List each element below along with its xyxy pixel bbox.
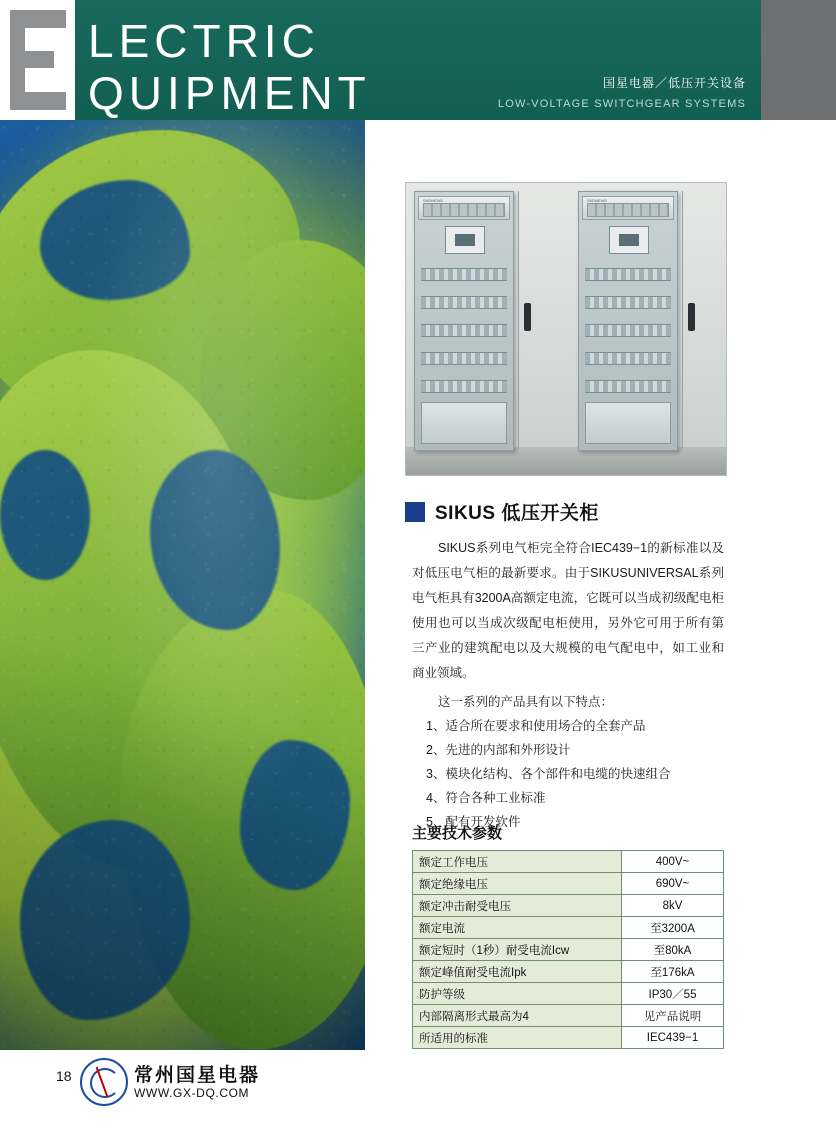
brand-website: WWW.GX-DQ.COM xyxy=(134,1086,250,1100)
param-value: IEC439−1 xyxy=(622,1027,724,1049)
param-value: 至3200A xyxy=(622,917,724,939)
params-title: 主要技术参数 xyxy=(412,825,503,842)
cabinet-device-row xyxy=(585,352,671,365)
cabinet-device-row xyxy=(421,380,507,393)
list-item: 1、适合所在要求和使用场合的全套产品 xyxy=(426,719,646,733)
cabinet-device-row xyxy=(421,324,507,337)
param-key: 额定电流 xyxy=(413,917,622,939)
cabinet-door-handle xyxy=(524,303,531,331)
switchgear-cabinet xyxy=(578,191,678,451)
header-right-strip xyxy=(761,0,836,120)
photo-divider xyxy=(682,191,683,449)
table-row xyxy=(413,895,724,917)
section-heading xyxy=(405,498,599,525)
list-item: 4、符合各种工业标准 xyxy=(426,791,546,805)
bullet-square-icon xyxy=(405,502,425,522)
table-row xyxy=(413,961,724,983)
table-row xyxy=(413,851,724,873)
param-key: 额定工作电压 xyxy=(413,851,622,873)
param-key: 所适用的标准 xyxy=(413,1027,622,1049)
header-subtitle-en: LOW-VOLTAGE SWITCHGEAR SYSTEMS xyxy=(497,98,746,110)
cabinet-lower-panel xyxy=(421,402,507,444)
table-row xyxy=(413,1027,724,1049)
cabinet-top-module xyxy=(582,196,674,220)
section-title: SIKUS 低压开关柜 xyxy=(435,503,599,524)
header-title-line2: QUIPMENT xyxy=(88,67,371,119)
list-item: 2、先进的内部和外形设计 xyxy=(426,743,571,757)
param-value: 至80kA xyxy=(622,939,724,961)
cabinet-breaker-strip xyxy=(587,203,669,217)
cabinet-brand-label: SIEMENS xyxy=(587,198,608,203)
param-value: 400V~ xyxy=(622,851,724,873)
page-number: 18 xyxy=(56,1068,72,1084)
photo-floor xyxy=(406,447,726,475)
cabinet-device-row xyxy=(421,268,507,281)
param-key: 额定短时（1秒）耐受电流Icw xyxy=(413,939,622,961)
cabinet-device-row xyxy=(421,296,507,309)
param-value: 8kV xyxy=(622,895,724,917)
table-row xyxy=(413,873,724,895)
page-header xyxy=(0,0,836,120)
cabinet-device-row xyxy=(585,296,671,309)
switchgear-cabinet xyxy=(414,191,514,451)
decorative-globe-photo xyxy=(0,120,365,1050)
param-value: 见产品说明 xyxy=(622,1005,724,1027)
list-item: 5、配有开发软件 xyxy=(426,815,521,829)
header-subtitle-cn: 国星电器／低压开关设备 xyxy=(602,76,746,90)
table-row xyxy=(413,1005,724,1027)
param-value: 690V~ xyxy=(622,873,724,895)
param-key: 额定冲击耐受电压 xyxy=(413,895,622,917)
param-key: 内部隔离形式最高为4 xyxy=(413,1005,622,1027)
cabinet-device-row xyxy=(585,324,671,337)
feature-list xyxy=(426,714,726,834)
cabinet-breaker-strip xyxy=(423,203,505,217)
body-paragraph: SIKUS系列电气柜完全符合IEC439−1的新标准以及对低压电气柜的最新要求。由于SIKUSUNIVERSAL系列电气柜具有3200A高额定电流，它既可以当成初级配电柜使用也可以当成次级配电柜使用，另外它可用于所有第三产业的建筑配电以及大规模的电气配电中，如工业和商业领域。 xyxy=(412,541,724,680)
cabinet-door-handle xyxy=(688,303,695,331)
main-content xyxy=(390,120,836,1050)
header-title-line1: LECTRIC xyxy=(88,15,320,67)
header-initial-block xyxy=(0,0,75,120)
param-key: 防护等级 xyxy=(413,983,622,1005)
section-body xyxy=(412,536,724,686)
cabinet-meter xyxy=(445,226,485,254)
cabinet-top-module xyxy=(418,196,510,220)
cabinet-device-row xyxy=(585,268,671,281)
table-row xyxy=(413,917,724,939)
specifications-table xyxy=(412,850,724,1049)
list-item: 3、模块化结构、各个部件和电缆的快速组合 xyxy=(426,767,671,781)
table-row xyxy=(413,939,724,961)
brand-name-cn: 常州国星电器 xyxy=(134,1065,261,1086)
param-value: IP30／55 xyxy=(622,983,724,1005)
param-value: 至176kA xyxy=(622,961,724,983)
cabinet-device-row xyxy=(421,352,507,365)
cabinet-lower-panel xyxy=(585,402,671,444)
company-logo-icon xyxy=(80,1058,128,1106)
table-row xyxy=(413,983,724,1005)
product-photo xyxy=(405,182,727,476)
param-key: 额定峰值耐受电流Ipk xyxy=(413,961,622,983)
lighting-overlay xyxy=(0,120,365,1050)
feature-intro: 这一系列的产品具有以下特点： xyxy=(438,695,614,709)
cabinet-brand-label: SIEMENS xyxy=(423,198,444,203)
param-key: 额定绝缘电压 xyxy=(413,873,622,895)
cabinet-meter xyxy=(609,226,649,254)
cabinet-device-row xyxy=(585,380,671,393)
photo-divider xyxy=(518,191,519,449)
